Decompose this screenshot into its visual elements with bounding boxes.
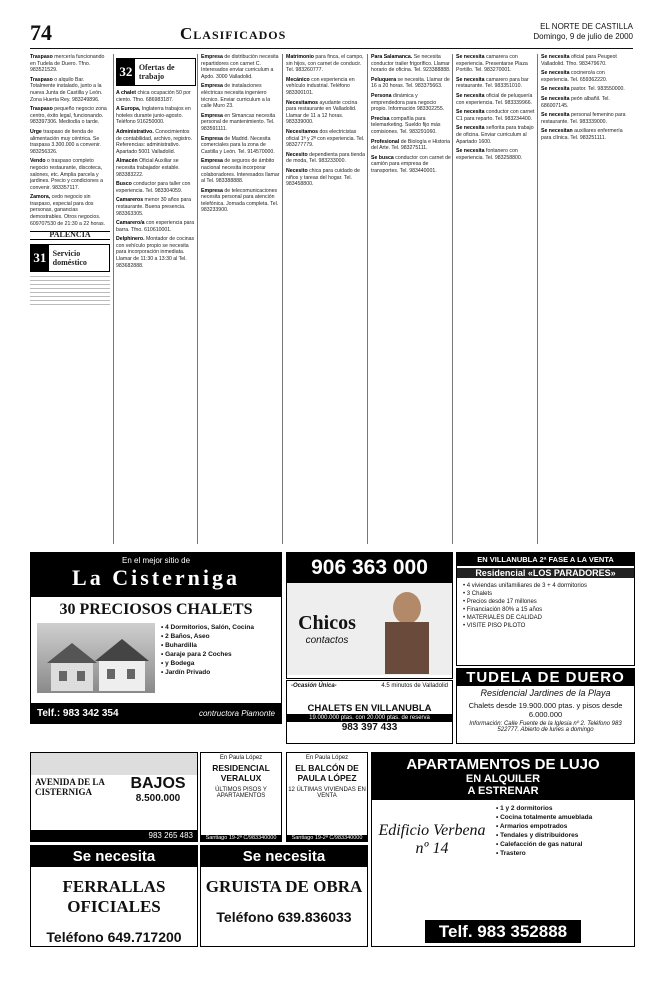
classified-ad [541, 112, 633, 125]
feature-item: • Calefacción de gas natural [496, 841, 583, 848]
ad-lead: Se necesita [456, 54, 486, 60]
ad-text: para finca, el campo, sin hijos, con carnet de conducir. Tel. 983260777. [286, 54, 364, 74]
ad-text: Inglaterra trabajos en hoteles durante junio-agosto. Teléfono 916250000. [116, 106, 191, 126]
column-divider [282, 54, 283, 544]
classified-ad [371, 54, 451, 74]
classified-column [541, 54, 633, 544]
ad-banner [31, 753, 197, 775]
ad-text: conductor con carnet C1 para reparto. Tel. 983234400. [456, 109, 535, 122]
ad-text: de telecomunicaciones necesita personal para atención telefónica. Jornada completa. Tel. 983233900. [201, 187, 279, 214]
ad-title: EL BALCÓN DE PAULA LÓPEZ [295, 763, 359, 783]
ad-lead: Persona [371, 92, 393, 99]
classified-ad [371, 139, 451, 152]
feature-item: • Garaje para 2 Coches [161, 651, 232, 658]
section-number: 31 [31, 245, 49, 271]
ad-text: oficial de peluquería con experiencia. Tel. 983339966. [456, 92, 533, 106]
ad-price: 19.000.000 ptas. con 20.000 ptas. de reserva [287, 714, 452, 722]
feature-item: • 2 Baños, Aseo [161, 633, 210, 640]
ad-lead: Empresa [201, 112, 225, 119]
classified-ad [116, 129, 196, 155]
classified-column [201, 54, 281, 544]
ad-brand: contructora Piamonte [198, 708, 275, 718]
ad-phone: 983 265 483 [31, 830, 197, 841]
ad-text: fontanero con experiencia. Tel. 983258800. [456, 148, 523, 161]
ad-lead: Necesitamos [286, 99, 320, 106]
feature-item: • 1 y 2 dormitorios [496, 805, 553, 812]
classified-ad [456, 54, 536, 74]
ad-lead: Urge [30, 128, 44, 135]
ad-lead: A chalet [116, 90, 138, 96]
chalets-photo [37, 623, 155, 693]
feature-item: • y Bodega [161, 660, 195, 667]
ad-title: GRUISTA DE OBRA [205, 877, 363, 896]
chalet-features [155, 623, 254, 693]
column-divider [367, 54, 368, 544]
chicos-sub: contactos [305, 635, 349, 646]
ad-lead: Precisa [371, 115, 391, 122]
classified-ad [30, 54, 110, 74]
apartamentos-ad [371, 752, 635, 947]
feature-item: • 4 Dormitorios, Salón, Cocina [161, 624, 254, 631]
classified-ad [30, 158, 110, 191]
classified-ad [286, 54, 366, 74]
building-name: Edificio Verbena nº 14 [378, 822, 486, 857]
column-ads-6 [541, 54, 633, 142]
ad-offer: BAJOS [130, 775, 186, 792]
villanubla-chalets-ad [286, 680, 453, 744]
ad-phone: Telf.: 983 342 354 [37, 707, 119, 719]
ad-title: CHALETS EN VILLANUBLA [307, 703, 432, 714]
ad-subtitle: ÚLTIMOS PISOS Y APARTAMENTOS [215, 787, 267, 799]
ferrallas-ad [30, 845, 198, 947]
ad-text: o traspaso completo negocio restaurante, discoteca, salones, etc. Amplia parcela y jardines. Precio y condiciones a convenir. 983357117. [30, 158, 103, 191]
classified-ad [286, 77, 366, 97]
ad-subtitle: Residencial «LOS PARADORES» [457, 568, 634, 578]
classified-ad [116, 197, 196, 217]
ad-lead: Se necesita [541, 86, 571, 93]
section-name: Servicio doméstico [52, 248, 87, 267]
classified-ad [371, 77, 451, 90]
ad-phone: Teléfono 649.717200 [46, 929, 182, 945]
ad-title: RESIDENCIAL VERALUX [212, 763, 270, 783]
balcon-ad [286, 752, 368, 842]
classified-ad [286, 100, 366, 126]
ad-text: chica ocupación 50 por ciento. Tfno. 686983187. [116, 90, 191, 103]
ad-price: Chalets desde 19.900.000 ptas. y pisos desde 6.000.000 [468, 701, 623, 719]
ad-text: conductor para taller con experiencia. Tel. 983304059. [116, 181, 191, 194]
ad-lead: Almacén [116, 158, 140, 165]
chicos-ad [286, 552, 453, 679]
apartment-features [492, 804, 596, 858]
ad-lead: Camareros [116, 197, 145, 204]
ad-text: con experiencia para barra. Tfno. 610610001. [116, 220, 195, 233]
classified-ad [201, 158, 281, 184]
column-divider [452, 54, 453, 544]
column-divider [537, 54, 538, 544]
classified-ad [201, 113, 281, 133]
ad-text: camarero para bar restaurante. Tel. 983351010. [456, 76, 529, 90]
classified-ad [30, 106, 110, 126]
ad-text: en Simancas necesita personal de mantenimiento. Tel. 983591111. [201, 112, 276, 132]
ad-text: se necesita. Llamar de 16 a 20 horas. Tel. 983375663. [371, 76, 450, 90]
ad-lead: Peluquera [371, 76, 398, 83]
publication-info [533, 22, 633, 42]
ad-text: ayudante cocina para restaurante en Valladolid. Llamar de 11 a 12 horas. 983339000. [286, 99, 358, 126]
ad-subtitle-2: A ESTRENAR [467, 785, 539, 797]
ad-lead: Se necesitan [541, 128, 575, 135]
classified-ad [201, 136, 281, 156]
publication-name: EL NORTE DE CASTILLA [540, 22, 633, 31]
ad-title: AVENIDA DE LA CISTERNIGA [35, 777, 105, 797]
ad-lead: Se necesita [541, 95, 571, 102]
ad-text: de seguros de ámbito nacional necesita incorporar colaboradores. Interesados llamar al Tel. 983388888. [201, 158, 280, 185]
classified-ad [116, 220, 196, 233]
ad-text: dos electricistas oficial 1ª y 2ª con experiencia. Tel. 983277779. [286, 128, 365, 149]
classified-ad [456, 148, 536, 161]
ad-lead: Traspaso [30, 106, 55, 113]
ad-subtitle: Residencial Jardines de la Playa [480, 688, 611, 698]
classified-ad [541, 96, 633, 109]
ad-text: pequeño negocio zona centro, éxito legal, funcionando. 983397306. Mediodía o tarde. [30, 106, 107, 126]
ad-text: camarera con experiencia. Presentarse Plaza Portillo. Tel. 983270001. [456, 54, 528, 74]
ad-lead: Busco [116, 181, 134, 188]
ad-lead: Administrativo. [116, 128, 156, 135]
ad-lead: Se necesita [456, 109, 486, 116]
column-ads-0 [30, 54, 110, 227]
chicos-phone: 906 363 000 [287, 553, 452, 583]
veralux-ad [200, 752, 282, 842]
ad-lead: Traspaso [30, 54, 55, 60]
classified-ad [286, 152, 366, 165]
ad-text: señorita para trabajo de oficina. Enviar curriculum al Apartado 1600. [456, 125, 534, 145]
classified-ad [286, 129, 366, 149]
palencia-heading: PALENCIA [30, 231, 110, 240]
ad-text: auxiliares enfermería para clínica. Tel. 983251111. [541, 128, 623, 141]
page-number: 74 [30, 20, 52, 45]
ad-phone: Teléfono 639.836033 [216, 909, 352, 925]
column-ads-1 [116, 90, 196, 269]
publication-date: Domingo, 9 de julio de 2000 [533, 32, 633, 41]
classified-ad [456, 77, 536, 90]
feature-item: • Precios desde 17 millones [463, 599, 537, 605]
classified-ad [541, 128, 633, 141]
ad-title: APARTAMENTOS DE LUJO [406, 756, 600, 773]
ad-text: Montador de cocinas con vehículo propio se necesita para incorporación inmediata. Llamar de 11:30 a 13:30 al Tel. 983682888. [116, 236, 195, 269]
ad-text: compañía para telemarketing. Sueldo fijo más comisiones. Tel. 983291060. [371, 115, 441, 135]
classified-ad [371, 116, 451, 136]
servicio-domestico-section [30, 244, 110, 272]
classified-column [30, 54, 110, 544]
ad-text: dependienta para tienda de moda, Tel. 983233000. [286, 151, 366, 165]
ad-lead: Zamora, [30, 194, 52, 201]
ofertas-trabajo-section [116, 58, 196, 86]
section-title: Clasificados [180, 24, 287, 43]
classified-ad [456, 109, 536, 122]
section-number: 32 [117, 59, 135, 85]
ad-text: traspaso de tienda de alimentación muy céntrica. Se traspasa 3.300.000 a convenir. 983256326. [30, 128, 101, 155]
ad-phone: Santiago 19-2ª C/983340000 [287, 835, 367, 841]
ad-subtitle: 12 ÚLTIMAS VIVIENDAS EN VENTA [288, 787, 366, 799]
feature-item: • Armarios empotrados [496, 823, 568, 830]
gruista-ad [200, 845, 368, 947]
column-divider [113, 54, 114, 544]
ad-text: mercería funcionando en Tudela de Duero. Tfno. 983521529. [30, 54, 105, 74]
classified-column [116, 54, 196, 544]
ad-title: EN VILLANUBLA 2ª FASE A LA VENTA [457, 553, 634, 566]
person-photo [367, 584, 447, 674]
section-name: Ofertas de trabajo [138, 63, 175, 81]
ad-phone: Santiago 19-2ª C/983340000 [201, 835, 281, 841]
classified-ad [541, 54, 633, 67]
chicos-title: Chicos [298, 612, 356, 634]
cisterniga-chalets-ad [30, 552, 282, 724]
feature-item: • Trastero [496, 850, 526, 857]
ad-distance: 4.5 minutos de Valladolid [381, 683, 448, 689]
ad-text: de instalaciones eléctricas necesita ingeniero técnico. Enviar curriculum a la calle Muro 23. [201, 83, 271, 110]
classified-ad [456, 125, 536, 145]
classified-ad [30, 194, 110, 227]
ad-title: FERRALLAS OFICIALES [62, 877, 166, 916]
ad-lead: Se necesita [541, 70, 571, 77]
column-ads-5 [456, 54, 536, 161]
ad-lead: Traspaso [30, 76, 55, 83]
ad-lead: Se necesita [456, 76, 486, 83]
feature-item: • Buhardilla [161, 642, 197, 649]
villanubla-fase-ad [456, 552, 635, 666]
ad-title: TUDELA DE DUERO [457, 669, 634, 686]
ad-text: cocinero/a con experiencia. Tel. 659362220. [541, 70, 608, 83]
column-divider [197, 54, 198, 544]
feature-item: • Financiación 80% a 15 años [463, 607, 543, 613]
column-ads-3 [286, 54, 366, 188]
feature-item: • 4 viviendas unifamiliares de 3 + 4 dormitorios [463, 583, 587, 589]
ad-phone: 983 397 433 [341, 722, 398, 733]
classified-ad [541, 70, 633, 83]
ad-text: personal femenino para restaurante. Tel. 983339000. [541, 112, 626, 125]
ad-lead: Empresa [201, 54, 225, 60]
ad-lead: Empresa [201, 158, 225, 165]
ad-text: conductor con carnet de camión para empresa de transportes. Tel. 983440001. [371, 154, 451, 174]
feature-item: • MATERIALES DE CALIDAD [463, 615, 543, 621]
ad-lines [457, 580, 634, 632]
ad-lead: Se necesita [541, 112, 571, 119]
ad-top-text: -Ocasión Única- [291, 683, 337, 689]
ad-text: pastor. Tel. 983550000. [571, 86, 625, 93]
feature-item: • Jardín Privado [161, 669, 211, 676]
ad-headline: 30 PRECIOSOS CHALETS [59, 601, 253, 618]
ad-lead: Empresa [201, 83, 225, 90]
classified-ad [456, 93, 536, 106]
ad-top-text: En Paula López [305, 755, 349, 761]
ad-text: de Madrid. Necesita comerciales para la zona de Castilla y León. Tel. 914570000. [201, 135, 275, 155]
ad-text: de Biología e Historia del Arte. Tel. 983275111. [371, 138, 451, 152]
ad-text: cedo negocio sin traspaso, especial para dos personas, ganancias demostrables. Otros negocios. 609707530 de 21:30 a 22 horas. [30, 194, 105, 227]
tudela-ad [456, 668, 635, 744]
feature-item: • Cocina totalmente amueblada [496, 814, 593, 821]
classified-ad [371, 155, 451, 175]
ad-info: Información: Calle Fuente de la Iglesia nº 2. Teléfono 983 522777. Abierto de lunes a domingo [469, 721, 622, 733]
ad-text: o alquilo Bar. Totalmente instalado, junto a la nueva Junta de Castilla y León. Zona Huerta Rey. 983249896. [30, 76, 103, 103]
ad-text: dinámica y emprendedora para negocio propio. Información 983302255. [371, 92, 445, 113]
classified-ad [116, 236, 196, 269]
ad-lead: Empresa [201, 135, 225, 142]
classified-column [286, 54, 366, 544]
ad-text: Oficial Auxiliar se necesita trabajador estable. 983383222. [116, 158, 180, 178]
ad-subtitle: EN ALQUILER [465, 773, 541, 785]
ad-lead: Se necesita [456, 148, 486, 155]
classified-column [371, 54, 451, 544]
ad-header [31, 553, 281, 597]
ad-text: menor 30 años para restaurante. Buena presencia. 983363305. [116, 197, 191, 217]
feature-item: • 3 Chalets [463, 591, 493, 597]
ad-lead: Camarero/a [116, 220, 146, 227]
ad-phone: Telf. 983 352888 [425, 920, 581, 943]
ad-lead: Se necesita [456, 125, 486, 132]
ad-lead: Para Salamanca. [371, 54, 414, 60]
classified-ad [201, 83, 281, 109]
ad-lead: Delphinero. [116, 236, 146, 243]
column-ads-2 [201, 54, 281, 214]
classified-ad [30, 129, 110, 155]
ad-top-text: En el mejor sitio de [121, 556, 191, 565]
house-illustration [37, 623, 155, 693]
ad-text: chica para cuidado de niños y tareas del hogar. Tel. 983458800. [286, 167, 360, 188]
column-ads-4 [371, 54, 451, 175]
classified-ad [286, 168, 366, 188]
ad-text: con experiencia en vehículo industrial. Teléfono 983300101. [286, 76, 355, 96]
ad-lead: Necesito [286, 167, 310, 174]
ad-text: de distribución necesita repartidores con carnet C. Interesados enviar curriculum a Apdo. 3000 Valladolid. [201, 54, 279, 80]
ad-top-text: Se necesita [201, 846, 367, 867]
ad-top-text: Se necesita [31, 846, 197, 867]
ad-text: oficial para Peugeot Valladolid. Tfno. 983479670. [541, 54, 617, 67]
ad-price: 8.500.000 [135, 793, 181, 804]
feature-item: • VISITE PISO PILOTO [463, 623, 526, 629]
ad-lead: Mecánico [286, 76, 312, 83]
classified-ad [371, 93, 451, 113]
page-header [30, 22, 633, 49]
ad-lead: Se necesita [456, 92, 486, 99]
ad-lead: Vendo [30, 158, 48, 165]
classified-ad [116, 90, 196, 103]
classified-ad [30, 77, 110, 103]
ad-lead: A Europa, [116, 106, 142, 113]
ad-lead: Necesito [286, 151, 310, 158]
feature-item: • Tendales y distribuidores [496, 832, 579, 839]
classified-ad [541, 86, 633, 93]
ad-title: La Cisterniga [72, 565, 240, 590]
ad-lead: Se busca [371, 154, 396, 161]
classified-ad [116, 181, 196, 194]
classified-ad [116, 158, 196, 178]
classified-column [456, 54, 536, 544]
ad-lead: Matrimonio [286, 54, 316, 60]
ad-lead: Profesional [371, 138, 401, 145]
ad-text: Conocimientos de contabilidad, archivo, registro. Referencias: administrativo. Apartado 5001 Valladolid. [116, 128, 193, 155]
ad-text: Se necesita conductor trailer frigorífico. Llamar horario de oficina. Tel. 923388888. [371, 54, 451, 74]
ad-text: peón albañil. Tel. 686007145. [541, 95, 610, 109]
ad-lead: Empresa [201, 187, 225, 194]
classified-ad [201, 54, 281, 80]
ad-top-text: En Paula López [219, 755, 263, 761]
cisterniga-bajos-ad [30, 752, 198, 842]
ad-lead: Se necesita [541, 54, 571, 60]
classified-ad [116, 106, 196, 126]
classified-ad [201, 188, 281, 214]
ad-lead: Necesitamos [286, 128, 320, 135]
